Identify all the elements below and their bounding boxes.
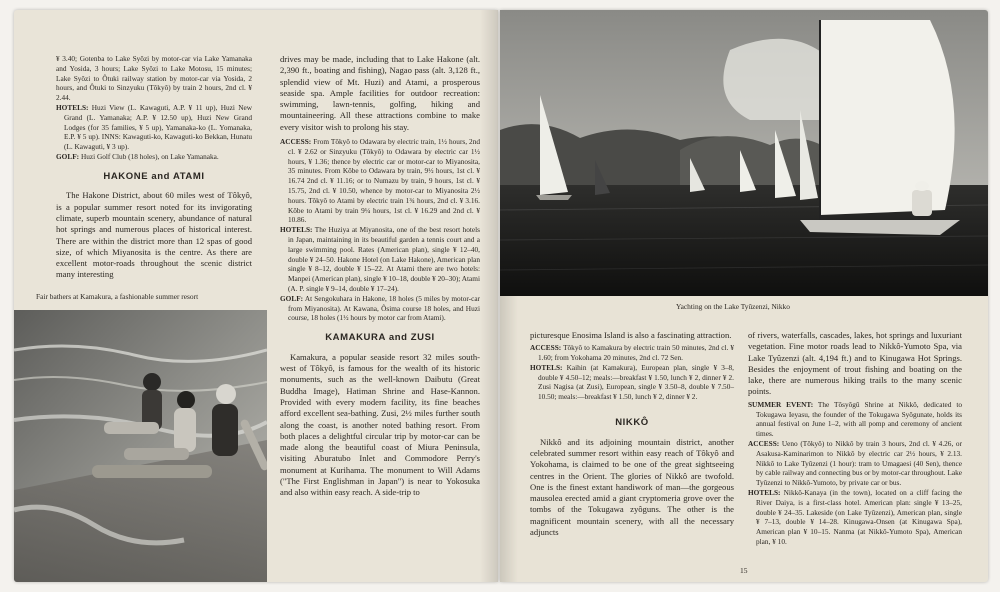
bathers-photo-caption: Fair bathers at Kamakura, a fashionable summer resort bbox=[36, 292, 199, 301]
kamakura-body-continued: picturesque Enosima Island is also a fascinating attraction. bbox=[530, 330, 732, 340]
kamakura-body-text: Kamakura, a popular seaside resort 32 miles south-west of Tôkyô, is famous for the wealth of its historic monuments, such as the well-known Daibutu (Great Buddha Image), Hatiman Shrine and Hase-Kannon. Provided with every modern facility, its fine beaches afford excellent sea-bathing. Zusi, 2½ miles further south along the coast, is another noted bathing resort. From both places a delightful circular trip by motor-car can be made along the beautiful coast of Miura Peninsula, visiting Aburatubo Inlet and Commodore Perry's monument at Kurihama. The monument to Will Adams ("The First Englishman in Japan") is near to Yokosuka and also within easy reach. A side-trip to bbox=[280, 351, 480, 498]
right-page bbox=[500, 10, 988, 582]
gutter-shadow bbox=[480, 10, 498, 582]
fuji-golf-text: Huzi Golf Club (18 holes), on Lake Yamanaka. bbox=[80, 151, 219, 161]
hakone-hotels-entry bbox=[280, 225, 480, 294]
left-column-1 bbox=[56, 54, 252, 281]
yachting-photo-caption: Yachting on the Lake Tyûzenzi, Nikko bbox=[676, 302, 790, 311]
nikko-access-entry bbox=[748, 439, 962, 488]
yachting-scene-graphic bbox=[500, 10, 988, 296]
nikko-heading: NIKKÔ bbox=[615, 417, 649, 429]
nikko-access-text: Ueno (Tôkyô) to Nikkô by train 3 hours, 2nd cl. ¥ 4.26, or Asakusa-Kaminarimon to Nikkô by electric car 2½ hours, ¥ 2.13. Nikkô to Lake Tyûzenzi (1 hour): tram to Umagaesi (40 Sen), thence by cable railway and connecting bus or by motor-car throughout. Lake Tyûzenzi to Nikkô-Yumoto, by private car or bus. bbox=[756, 438, 962, 488]
access-label: ACCESS: bbox=[530, 343, 562, 353]
hakone-golf-text: At Sengokuhara in Hakone, 18 holes (5 miles by motor-car from Miyanosita). At Kawana, Ôsima course 18 holes, and Huzi course, 18 holes (1½ hours by motor car from Atami). bbox=[288, 293, 480, 323]
kamakura-hotels-entry bbox=[530, 363, 734, 402]
kamakura-zusi-heading: KAMAKURA and ZUSI bbox=[325, 332, 435, 344]
right-column-1 bbox=[530, 330, 734, 538]
yachting-photo bbox=[500, 10, 988, 296]
hotels-label: HOTELS: bbox=[56, 102, 89, 112]
hakone-golf-entry bbox=[280, 294, 480, 323]
page-number: 15 bbox=[740, 566, 748, 575]
access-label: ACCESS: bbox=[748, 438, 780, 448]
fuji-access-text: ¥ 3.40; Gotenba to Lake Syôzi by motor-car via Lake Yamanaka and Yosida, 3 hours; Lake Syôzi to Lake Motosu, 15 minutes; Lake Syôzi to Ôtuki railway station by motor-car via Yosida, 2 hours, and Ôtuki to Sinzyuku (Tôkyô) by train 2 hours, 2nd cl. ¥ 2.44. bbox=[56, 54, 252, 103]
hakone-atami-heading: HAKONE and ATAMI bbox=[103, 170, 205, 182]
hakone-body-text: The Hakone District, about 60 miles west of Tôkyô, is a popular summer resort noted for its invigorating climate, superb mountain scenery, abundance of natural hot springs and numerous places of historical interest. There are within the district more than 12 spas of good size, of which Miyanosita is the centre. As there are excellent motor-roads throughout the scenic district many interesting bbox=[56, 190, 252, 280]
hakone-access-entry bbox=[280, 137, 480, 225]
nikko-body-text: Nikkô and its adjoining mountain district, another celebrated summer resort within easy reach of Tôkyô and Yokohama, is claimed to be one of the great sightseeing centres in the Orient. The glories of Nikkô are twofold. One is the finest extant handiwork of man—the gorgeous mausolea erected amid a giant cryptomeria grove over the tombs of the Tokugawa zyôguns. The other is the magnificent mountain scenery, with all the necessary adjuncts bbox=[530, 436, 734, 538]
hakone-hotels-text: The Huziya at Miyanosita, one of the best resort hotels in Japan, maintaining in its beautiful garden a tennis court and a large swimming pool. Rates (American plan), single ¥ 12–40, double ¥ 24–50. Hakone Hotel (on Lake Hakone), American plan single ¥ 8–12, double ¥ 15–22. At Atami there are two hotels: Manpei (American plan), single ¥ 10–18, double ¥ 20–30); Atami (A. P. single ¥ 9–14, double ¥ 17–24). bbox=[288, 225, 480, 294]
nikko-body-continued: of rivers, waterfalls, cascades, lakes, hot springs and luxuriant vegetation. Fine motor roads lead to Nikkô-Yumoto Spa, via Lake Tyûzenzi (alt. 4,194 ft.) and to Kinugawa Hot Springs. Besides the enjoyment of trout fishing and boating on the lake, there are numerous hiking trails to the many scenic points. bbox=[748, 330, 962, 397]
fuji-golf-entry bbox=[56, 152, 252, 162]
nikko-hotels-text: Nikkô-Kanaya (in the town), located on a cliff facing the River Daiya, is a first-class hotel. American plan: single ¥ 13–25, double ¥ 24–35. Lakeside (on Lake Tyûzenzi), American plan, single ¥ 7–13, double ¥ 14–28. Kinugawa-Onsen (at Kinugawa Spa), American plan ¥ 10–15. Nanma (at Nikkô-Yumoto Spa), American plan, ¥ 10. bbox=[756, 487, 963, 546]
kamakura-access-entry bbox=[530, 343, 734, 363]
fuji-hotels-text: Huzi View (L. Kawaguti, A.P. ¥ 11 up), Huzi New Grand (L. Yamanaka; A.P. ¥ 12.50 up), Huzi New Grand Lodges (for 35 families, ¥ 5 up), Yamanaka-ko (L. Yomanaka, E.P. ¥ 5 up). INNS: Kawaguti-ko, Kawaguti-ko Bekkan, Hunatu (L. Kawaguti, ¥ 3 up). bbox=[64, 102, 252, 152]
hotels-label: HOTELS: bbox=[280, 225, 313, 235]
hakone-access-text: From Tôkyô to Odawara by electric train, 1½ hours, 2nd cl. ¥ 2.62 or Sinzyuku (Tôkyô) to Odawara by electric car 1½ hours, ¥ 1.36; thence by electric car or motor-car to Miyanosita, 35 minutes. From Kôbe to Odawara by train, 9½ hours, 1st cl. ¥ 16.74 2nd cl. ¥ 11.16; or to Numazu by train, 9 hours, 1st cl. ¥ 15.75, 2nd cl. ¥ 10.50, whence by motor-car to Miyanosita 2½ hours. Tôkyô to Atami by electric train 1¾ hours, 2nd cl. ¥ 3.16. Kôbe to Atami by train 9¼ hours, 1st cl. ¥ 16.29 and 2nd cl. ¥ 10.86. bbox=[288, 137, 480, 225]
hakone-body-continued: drives may be made, including that to Lake Hakone (alt. 2,390 ft., boating and fishing), Nagao pass (alt. 3,128 ft., splendid view of Mt. Huzi) and Atami, a prosperous seaside spa. Ample facilities for outdoor recreation: swimming, lawn-tennis, golfing, hiking and mountaineering. All these attractions combine to make every visitor wish to prolong his stay. bbox=[280, 54, 480, 132]
right-column-2 bbox=[748, 330, 962, 547]
nikko-event-entry bbox=[748, 400, 962, 439]
golf-label: GOLF: bbox=[280, 293, 304, 303]
hotels-label: HOTELS: bbox=[748, 487, 781, 497]
left-page bbox=[14, 10, 498, 582]
nikko-hotels-entry bbox=[748, 488, 962, 547]
beach-scene-graphic bbox=[14, 310, 267, 582]
hotels-label: HOTELS: bbox=[530, 362, 563, 372]
access-label: ACCESS: bbox=[280, 137, 312, 147]
nikko-event-text: The Tôsyôgû Shrine at Nikkô, dedicated to Tokugawa Ieyasu, the founder of the Tokugawa Syôgunate, holds its annual festival on June 1–2, with all pomp and ceremony of ancient times. bbox=[756, 399, 962, 439]
fuji-hotels-entry bbox=[56, 103, 252, 152]
golf-label: GOLF: bbox=[56, 151, 80, 161]
kamakura-hotels-text: Kaihin (at Kamakura), European plan, single ¥ 3–8, double ¥ 4.50–12; meals:—breakfast ¥ 1.50, lunch ¥ 2, dinner ¥ 2. Zusi Nagisa (at Zusi), European, single ¥ 3.50–8, double ¥ 7.50–10.50; meals:—breakfast ¥ 1.50, lunch ¥ 2, dinner ¥ 2. bbox=[538, 362, 734, 402]
left-column-2 bbox=[280, 54, 480, 499]
beach-bathers-photo bbox=[14, 310, 267, 582]
summer-event-label: SUMMER EVENT: bbox=[748, 399, 814, 409]
kamakura-access-text: Tôkyô to Kamakura by electric train 50 minutes, 2nd cl. ¥ 1.60; from Yokohama 20 minutes, 2nd cl. 72 Sen. bbox=[538, 343, 734, 363]
